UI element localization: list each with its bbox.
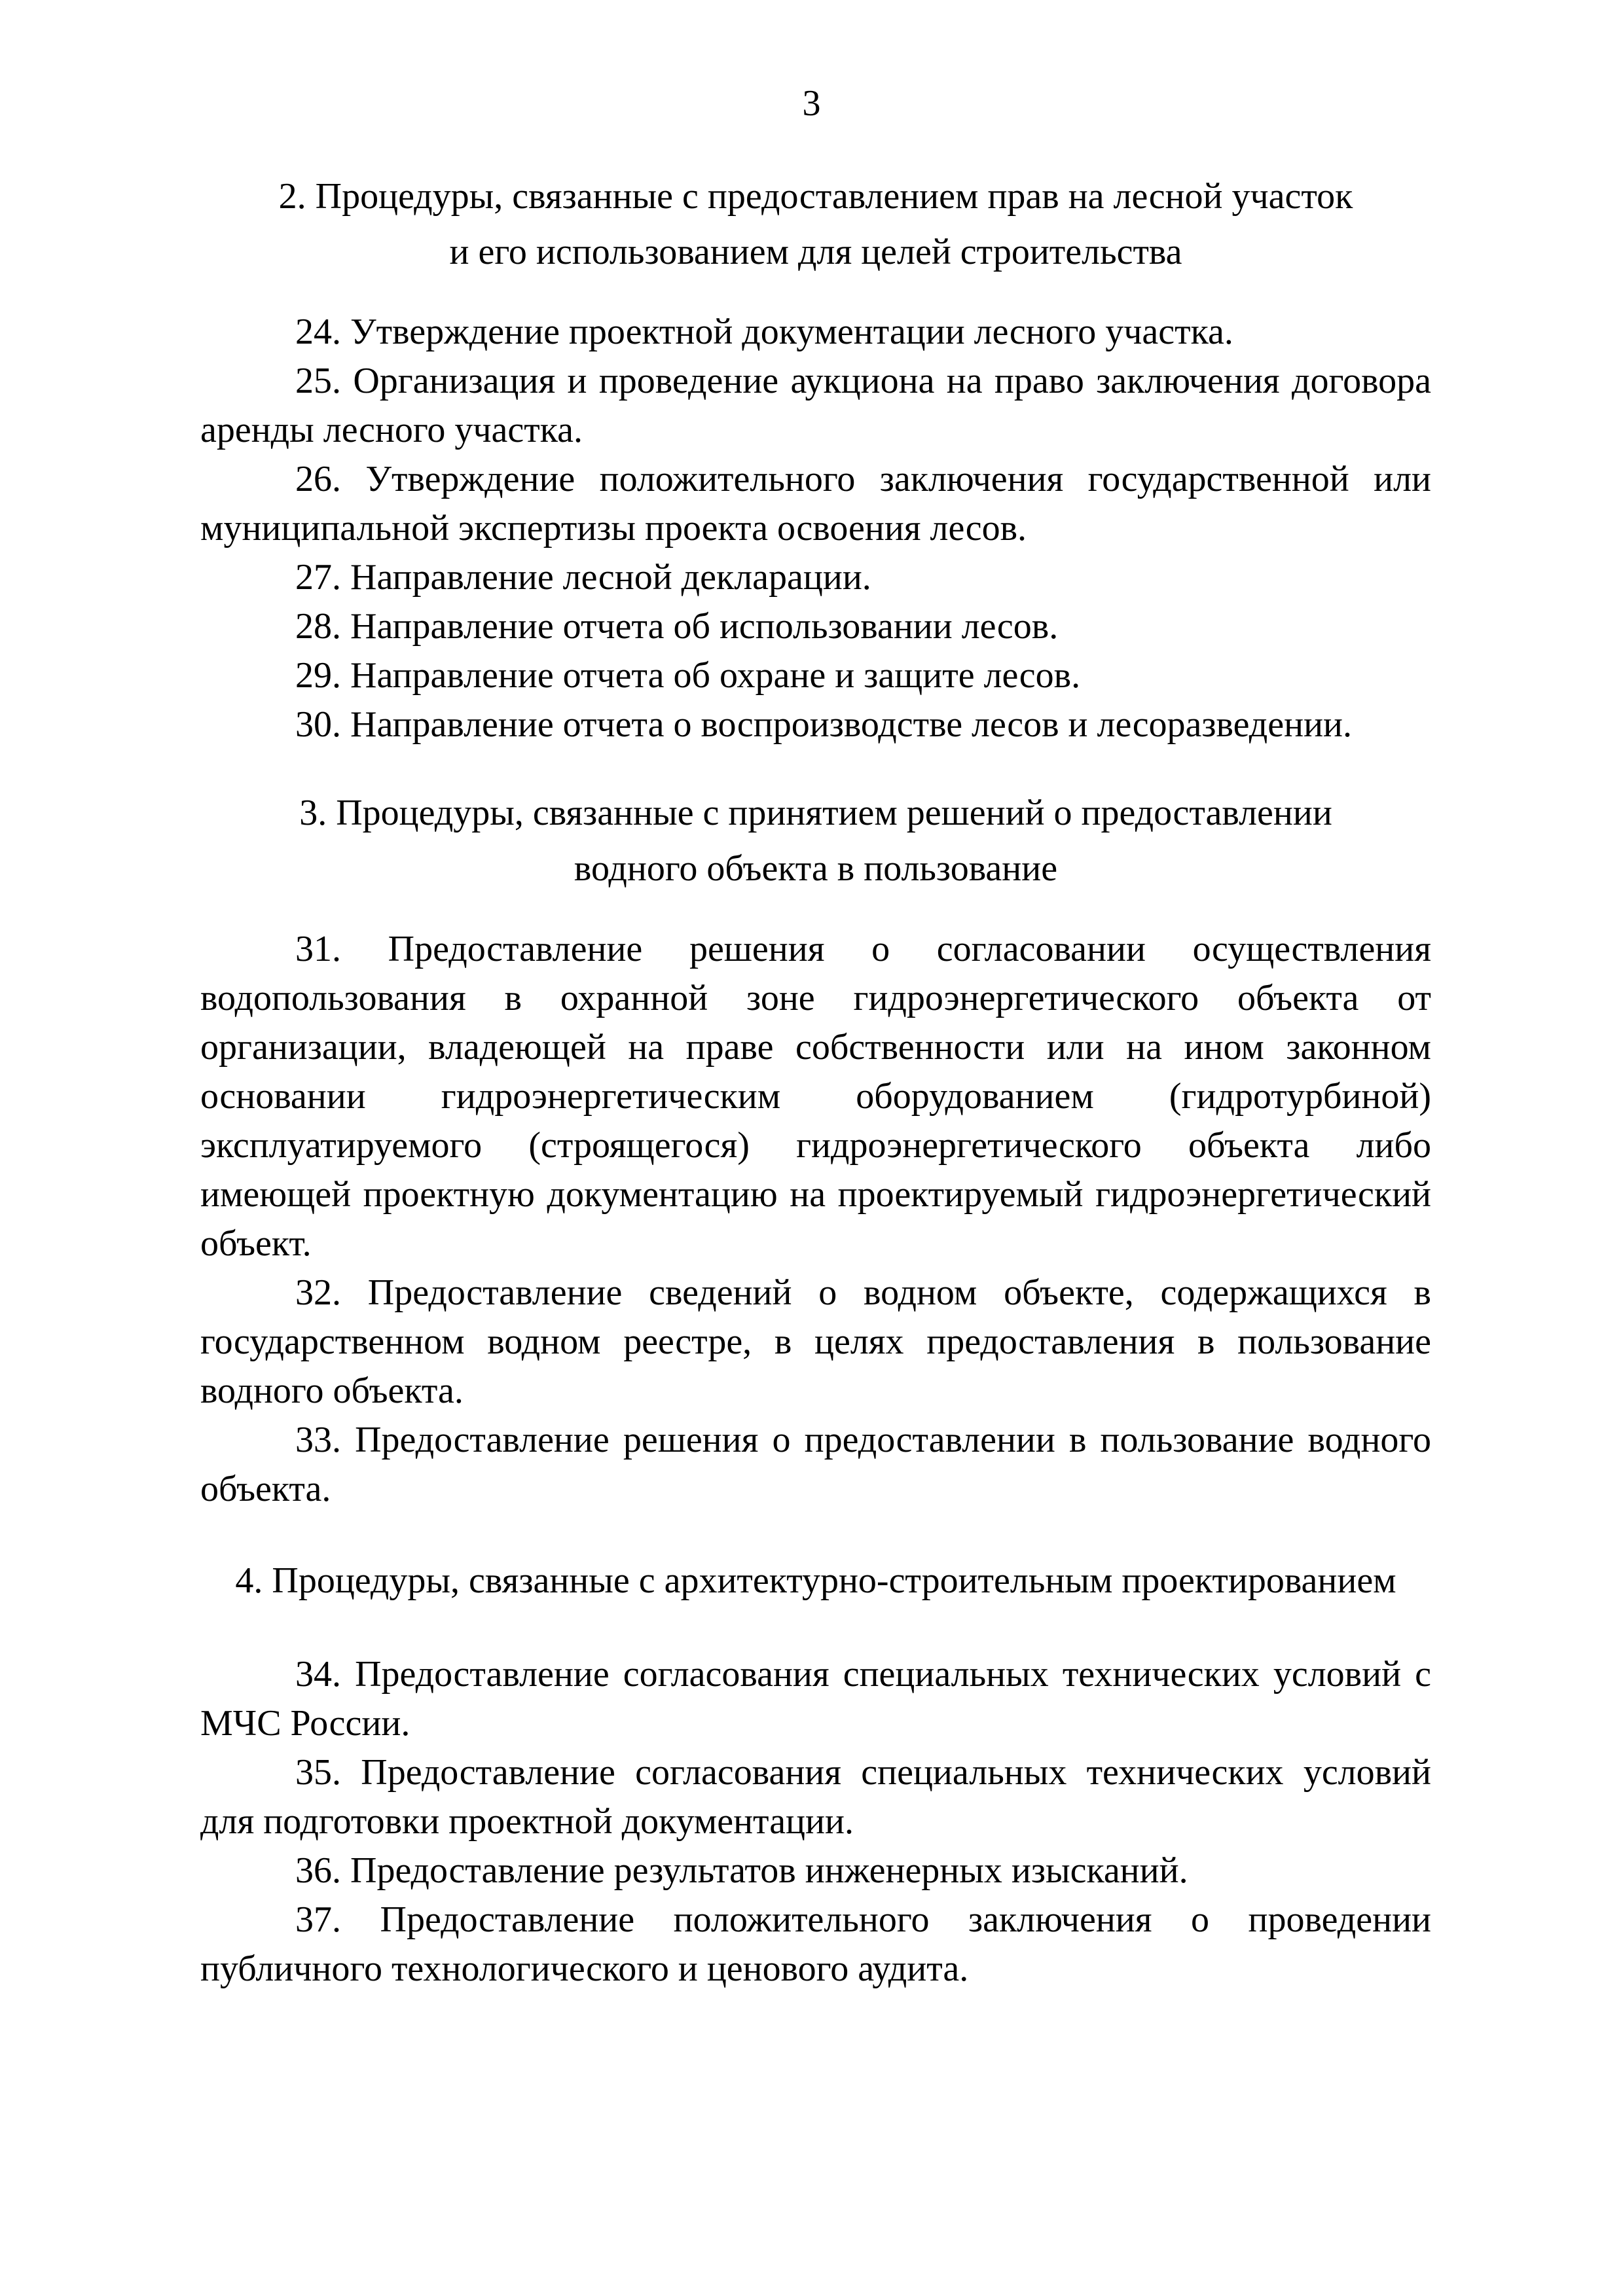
section-heading-line: водного объекта в пользование [574, 848, 1058, 889]
list-item: 35. Предоставление согласования специальных технических условий для подготовки проектной документации. [200, 1752, 1431, 1842]
list-item: 37. Предоставление положительного заключения о проведении публичного технологического и ценового аудита. [200, 1899, 1431, 1989]
page-number: 3 [802, 83, 821, 124]
section-heading-line: и его использованием для целей строительства [449, 232, 1182, 272]
list-item: 26. Утверждение положительного заключения государственной или муниципальной экспертизы проекта освоения лесов. [200, 459, 1431, 548]
list-item: 33. Предоставление решения о предоставлении в пользование водного объекта. [200, 1420, 1431, 1509]
section-heading [200, 169, 1431, 280]
list-item: 24. Утверждение проектной документации лесного участка. [295, 312, 1233, 352]
section-heading [200, 785, 1431, 897]
list-item: 31. Предоставление решения о согласовании осуществления водопользования в охранной зоне гидроэнергетического объекта от организации, владеющей на праве собственности или на ином законном основании гидроэнергетическим оборудованием (гидротурбиной) эксплуатируемого (строящегося) гидроэнергетического объекта либо имеющей проектную документацию на проектируемый гидроэнергетический объект. [200, 929, 1431, 1264]
list-item: 28. Направление отчета об использовании лесов. [295, 606, 1059, 647]
list-item: 30. Направление отчета о воспроизводстве лесов и лесоразведении. [295, 704, 1353, 745]
section-heading [200, 1553, 1431, 1609]
section-heading-line: 4. Процедуры, связанные с архитектурно-строительным проектированием [235, 1560, 1396, 1601]
list-item: 27. Направление лесной декларации. [295, 557, 871, 598]
list-item: 25. Организация и проведение аукциона на право заключения договора аренды лесного участка. [200, 361, 1431, 450]
section-heading-line: 2. Процедуры, связанные с предоставлением прав на лесной участок [278, 176, 1353, 217]
section-heading-line: 3. Процедуры, связанные с принятием решений о предоставлении [299, 793, 1332, 833]
list-item: 34. Предоставление согласования специальных технических условий с МЧС России. [200, 1654, 1431, 1744]
list-item: 29. Направление отчета об охране и защите лесов. [295, 655, 1081, 696]
list-item: 36. Предоставление результатов инженерных изысканий. [295, 1850, 1188, 1891]
list-item: 32. Предоставление сведений о водном объекте, содержащихся в государственном водном реестре, в целях предоставления в пользование водного объекта. [200, 1272, 1431, 1411]
